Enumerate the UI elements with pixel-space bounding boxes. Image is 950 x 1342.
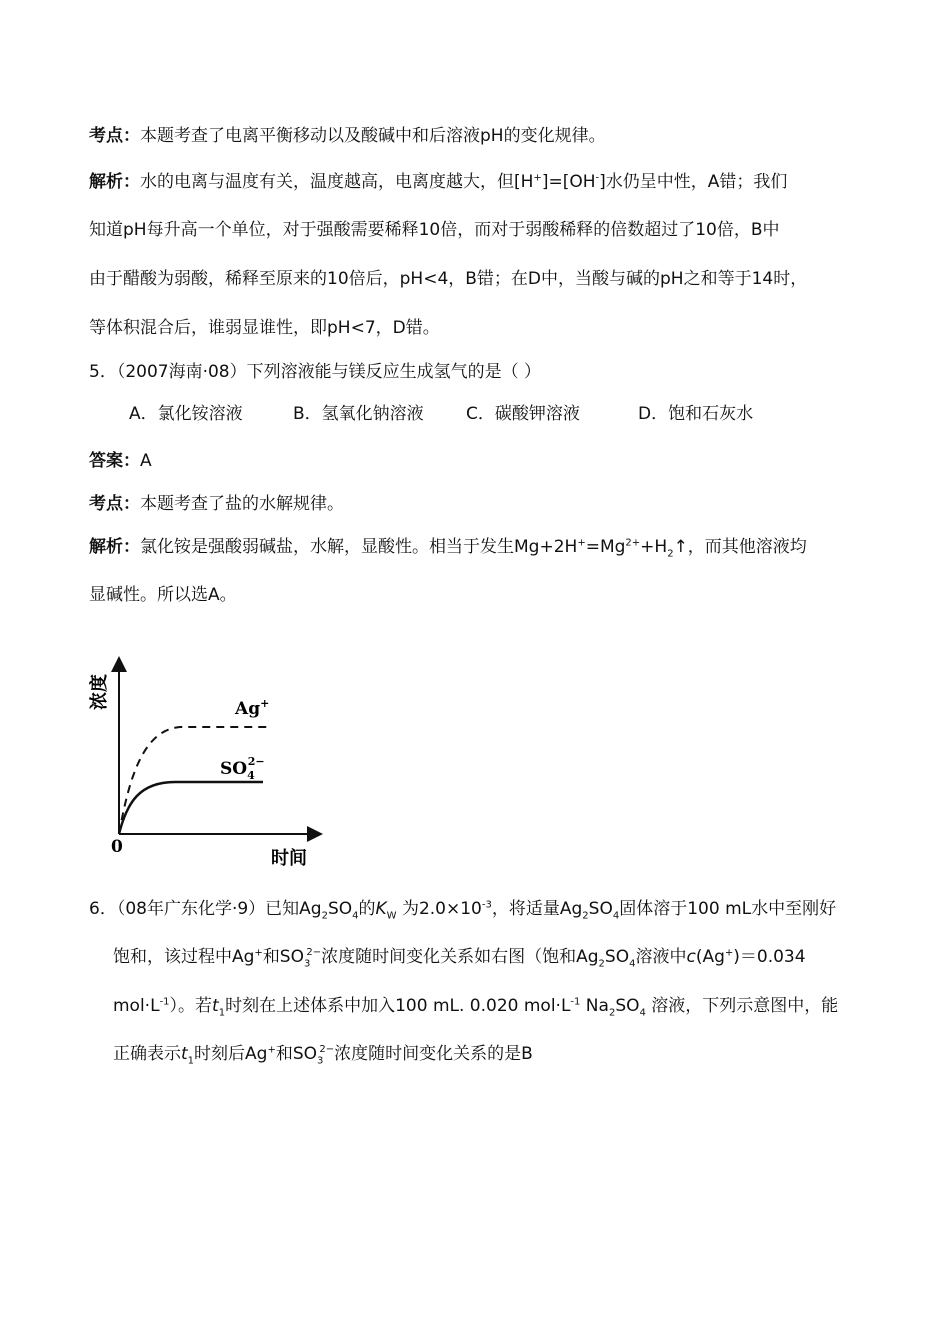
question-6-line-2 (113, 945, 806, 969)
answer-label: 答案： (89, 451, 140, 471)
q6-text: ）。若 (169, 996, 213, 1016)
jiexi-line-2: 知道pH每升高一个单位，对于强酸需要稀释10倍，而对于弱酸稀释的倍数超过了10倍，B中 (89, 220, 780, 240)
t-symbol: t (212, 996, 219, 1016)
concentration-time-figure (85, 652, 325, 872)
jiexi-line-1 (89, 170, 787, 194)
q6-text: mol·L (113, 996, 160, 1016)
c-symbol: c (686, 947, 696, 967)
superscript: -1 (159, 996, 170, 1008)
q6-text: 溶液，下列示意图中，能 (645, 996, 839, 1016)
superscript: 2− (319, 1044, 335, 1056)
superscript: + (724, 947, 734, 959)
superscript: + (533, 172, 542, 184)
q6-text: SO (327, 899, 353, 919)
q6-text: 6．（08年广东化学·9）已知Ag (89, 899, 322, 919)
q6-text: 饱和，该过程中Ag (113, 947, 255, 967)
superscript: + (254, 947, 263, 959)
so4-curve (119, 782, 263, 834)
jiexi-text: =Mg (585, 537, 626, 557)
option-a: A．氯化铵溶液 (129, 404, 243, 424)
q5-jiexi-line-2: 显碱性。所以选A。 (89, 585, 237, 605)
subscript: 4 (629, 958, 636, 970)
so4-label: $SO_42-$ (220, 755, 265, 782)
option-c: C．碳酸钾溶液 (466, 404, 580, 424)
q6-text: ，将适量Ag (491, 899, 583, 919)
q6-text: 和SO (275, 1044, 318, 1064)
subscript: 4 (352, 910, 359, 922)
q6-text: 的 (358, 899, 376, 919)
q5-jiexi-line-1 (89, 535, 807, 559)
subscript: 3 (303, 958, 311, 970)
superscript: 2− (306, 947, 322, 959)
jiexi-line-4: 等体积混合后，谁弱显谁性，即pH<7，D错。 (89, 318, 440, 338)
subscript: 1 (187, 1055, 195, 1067)
jiexi-text: 水的电离与温度有关，温度越高，电离度越大，但[H (140, 172, 534, 192)
q6-text: )＝0.034 (733, 947, 806, 967)
subscript: 2 (598, 958, 605, 970)
superscript: 2+ (625, 537, 641, 549)
question-6-line-3 (113, 994, 838, 1018)
subscript: 2 (321, 910, 328, 922)
jiexi-text: 氯化铵是强酸弱碱盐，水解，显酸性。相当于发生Mg+2H (140, 537, 578, 557)
q6-text: 浓度随时间变化关系如右图（饱和Ag (321, 947, 599, 967)
k-symbol: K (375, 899, 387, 919)
subscript: 2 (608, 1007, 616, 1019)
kaodian-text: 本题考查了电离平衡移动以及酸碱中和后溶液pH的变化规律。 (140, 126, 606, 146)
q6-text: 和SO (262, 947, 304, 967)
q6-text: 时刻在上述体系中加入100 mL. 0.020 mol·L (225, 996, 571, 1016)
q6-text: 正确表示 (113, 1044, 181, 1064)
jiexi-text: ]=[OH (541, 172, 596, 192)
subscript: 4 (639, 1007, 646, 1019)
kaodian-label: 考点： (89, 126, 140, 146)
x-axis-label: 时间 (271, 848, 307, 869)
q6-text: 浓度随时间变化关系的是B (334, 1044, 533, 1064)
superscript: + (267, 1044, 276, 1056)
q6-text: SO (604, 947, 630, 967)
origin-label: 0 (111, 837, 123, 857)
answer-value: A (140, 451, 152, 471)
subscript: 1 (218, 1007, 226, 1019)
superscript: -1 (570, 996, 581, 1008)
question-6-line-4 (113, 1042, 533, 1066)
kaodian-label: 考点： (89, 494, 140, 514)
jiexi-label: 解析： (89, 172, 140, 192)
option-d: D．饱和石灰水 (638, 404, 754, 424)
question-5-stem: 5．（2007海南·08）下列溶液能与镁反应生成氢气的是（ ） (89, 362, 542, 382)
q6-text: 时刻后Ag (194, 1044, 268, 1064)
jiexi-line-3: 由于醋酸为弱酸，稀释至原来的10倍后，pH<4，B错；在D中，当酸与碱的pH之和等于14时， (89, 269, 808, 289)
t-symbol: t (181, 1044, 188, 1064)
superscript: - (595, 172, 600, 184)
q6-text: SO (615, 996, 640, 1016)
jiexi-text: +H (640, 537, 668, 557)
q6-text: Na (580, 996, 609, 1016)
superscript: + (577, 537, 586, 549)
jiexi-text: ]水仍呈中性，A错；我们 (599, 172, 788, 192)
subscript: W (386, 910, 397, 922)
superscript: -3 (481, 899, 492, 911)
subscript: 2 (582, 910, 589, 922)
kaodian-text: 本题考查了盐的水解规律。 (140, 494, 344, 514)
q6-text: (Ag (695, 947, 725, 967)
question-6-line-1 (89, 897, 836, 921)
q6-text: 溶液中 (635, 947, 687, 967)
answer-line (89, 449, 152, 473)
y-axis-label: 浓度 (89, 674, 110, 710)
q6-text: 为2.0×10 (396, 899, 482, 919)
subscript: 2 (667, 548, 674, 560)
q6-text: 固体溶于100 mL水中至刚好 (619, 899, 837, 919)
jiexi-text: ↑，而其他溶液均 (673, 537, 807, 557)
ag-label: Ag+ (235, 697, 270, 719)
option-b: B．氢氧化钠溶液 (293, 404, 424, 424)
subscript: 3 (317, 1055, 324, 1067)
jiexi-label: 解析： (89, 537, 140, 557)
q6-text: SO (588, 899, 613, 919)
q5-kaodian-line (89, 492, 344, 516)
subscript: 4 (612, 910, 620, 922)
kaodian-line-1 (89, 124, 606, 148)
